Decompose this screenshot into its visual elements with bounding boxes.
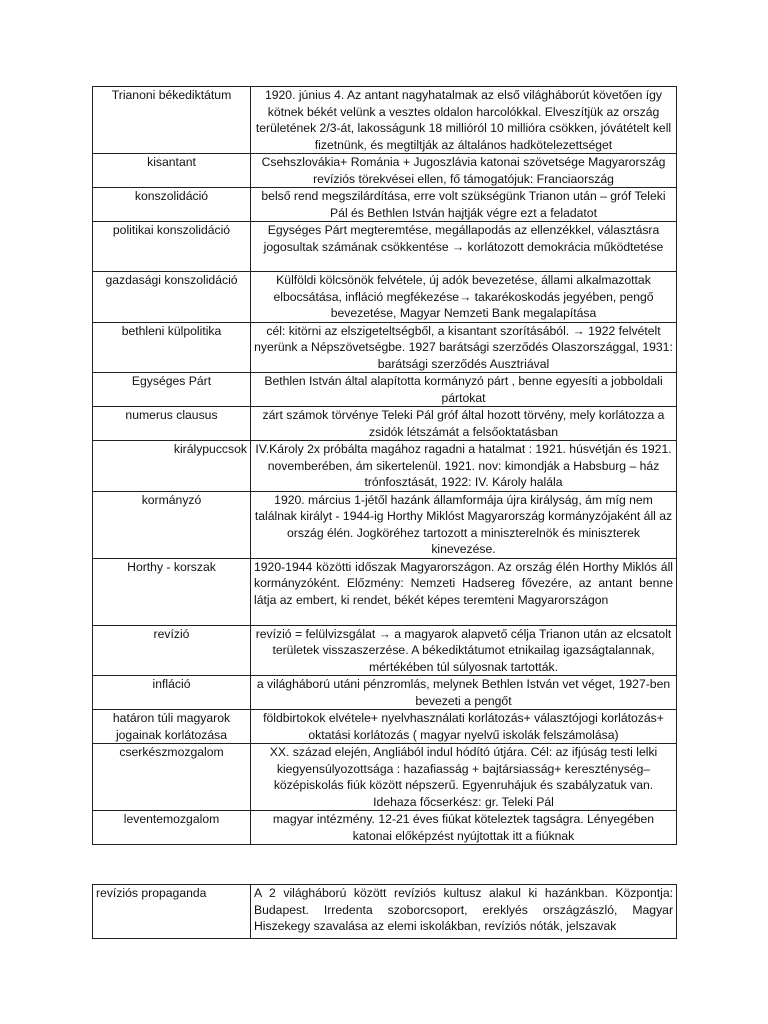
term-cell: revíziós propaganda (93, 885, 251, 939)
table-row (93, 558, 677, 625)
term-cell: kisantant (93, 154, 251, 188)
table-row (93, 676, 677, 710)
table-row (93, 154, 677, 188)
term-cell: leventemozgalom (93, 811, 251, 845)
table-row (93, 188, 677, 222)
definition-cell: 1920. június 4. Az antant nagyhatalmak az első világháborút követően így kötnek békét velünk a vesztes oldalon harcolókkal. Elveszítjük az ország területének 2/3-át, lakosságunk 18 millióról 10 millióra csökken, jóvátételt kell fizetnünk, és megtiltják az általános hadkötelezettséget (251, 87, 677, 154)
definition-cell: IV.Károly 2x próbálta magához ragadni a hatalmat : 1921. húsvétján és 1921. novemberében, ám sikertelenül. 1921. nov: kimondják a Habsburg – ház trónfosztását, 1922: IV. Károly halála (251, 441, 677, 492)
table-row (93, 322, 677, 373)
table-row (93, 373, 677, 407)
definition-cell: 1920. március 1-jétől hazánk államformája újra királyság, ám míg nem találnak királyt - 1944-ig Horthy Miklóst Magyarország kormányzójaként áll az ország élén. Jogköréhez tartozott a miniszterelnök és miniszterek kinevezése. (251, 491, 677, 558)
table-row (93, 441, 677, 492)
table-row (93, 885, 677, 939)
term-cell: királypuccsok (93, 441, 251, 492)
table-row (93, 744, 677, 811)
definition-cell: A 2 világháború között revíziós kultusz alakul ki hazánkban. Központja: Budapest. Irredenta szoborcsoport, ereklyés országzászló, Magyar Hiszekegy szavalása az elemi iskolákban, revíziós nóták, jelszavak (251, 885, 677, 939)
term-cell: revízió (93, 625, 251, 676)
definition-cell: 1920-1944 közötti időszak Magyarországon. Az ország élén Horthy Miklós áll kormányzóként. Előzmény: Nemzeti Hadsereg fővezére, az antant benne látja az embert, ki rendet, békét képes teremteni Magyarországon (251, 558, 677, 625)
term-cell: konszolidáció (93, 188, 251, 222)
table-row (93, 491, 677, 558)
definition-cell: XX. század elején, Angliából indul hódító útjára. Cél: az ifjúság testi lelki kiegyensúlyozottsága : hazafiasság + bajtársiasság+ kereszténység– középiskolás fiúk között népszerű. Egyenruhájuk és szabályzatuk van. Idehaza főcserkész: gr. Teleki Pál (251, 744, 677, 811)
definition-cell: Külföldi kölcsönök felvétele, új adók bevezetése, állami alkalmazottak elbocsátása, infláció megfékezése→ takarékoskodás jegyében, pengő bevezetése, Magyar Nemzeti Bank megalapítása (251, 272, 677, 323)
second-table (92, 884, 677, 939)
term-cell: numerus clausus (93, 407, 251, 441)
definition-cell: magyar intézmény. 12-21 éves fiúkat köteleztek tagságra. Lényegében katonai előképzést nyújtottak itt a fiúknak (251, 811, 677, 845)
definition-cell: Egységes Párt megteremtése, megállapodás az ellenzékkel, választásra jogosultak számának csökkentése → korlátozott demokrácia működtetése (251, 222, 677, 272)
definition-cell: cél: kitörni az elszigeteltségből, a kisantant szorításából. → 1922 felvételt nyerünk a Népszövetségbe. 1927 barátsági szerződés Olaszországgal, 1931: barátsági szerződés Ausztriával (251, 322, 677, 373)
definition-cell: Bethlen István által alapította kormányzó párt , benne egyesíti a jobboldali pártokat (251, 373, 677, 407)
term-cell: Trianoni békediktátum (93, 87, 251, 154)
definition-cell: belső rend megszilárdítása, erre volt szükségünk Trianon után – gróf Teleki Pál és Bethlen István hajtják végre ezt a feladatot (251, 188, 677, 222)
table-row (93, 272, 677, 323)
term-cell: cserkészmozgalom (93, 744, 251, 811)
term-cell: gazdasági konszolidáció (93, 272, 251, 323)
term-cell: infláció (93, 676, 251, 710)
term-cell: Egységes Párt (93, 373, 251, 407)
table-row (93, 222, 677, 272)
term-cell: kormányzó (93, 491, 251, 558)
term-cell: bethleni külpolitika (93, 322, 251, 373)
definition-cell: revízió = felülvizsgálat → a magyarok alapvető célja Trianon után az elcsatolt területek visszaszerzése. A békediktátumot etnikailag igazságtalannak, mértékében túl súlyosnak tartották. (251, 625, 677, 676)
main-table (92, 86, 677, 845)
definition-cell: zárt számok törvénye Teleki Pál gróf által hozott törvény, mely korlátozza a zsidók létszámát a felsőoktatásban (251, 407, 677, 441)
term-cell: politikai konszolidáció (93, 222, 251, 272)
definition-cell: a világháború utáni pénzromlás, melynek Bethlen István vet véget, 1927-ben bevezeti a pengőt (251, 676, 677, 710)
table-row (93, 87, 677, 154)
table-row (93, 811, 677, 845)
table-row (93, 710, 677, 744)
table-row (93, 625, 677, 676)
definition-cell: Csehszlovákia+ Románia + Jugoszlávia katonai szövetsége Magyarország revíziós törekvései ellen, fő támogatójuk: Franciaország (251, 154, 677, 188)
term-cell: határon túli magyarok jogainak korlátozása (93, 710, 251, 744)
definition-cell: földbirtokok elvétele+ nyelvhasználati korlátozás+ választójogi korlátozás+ oktatási korlátozás ( magyar nyelvű iskolák felszámolása) (251, 710, 677, 744)
table-row (93, 407, 677, 441)
term-cell: Horthy - korszak (93, 558, 251, 625)
